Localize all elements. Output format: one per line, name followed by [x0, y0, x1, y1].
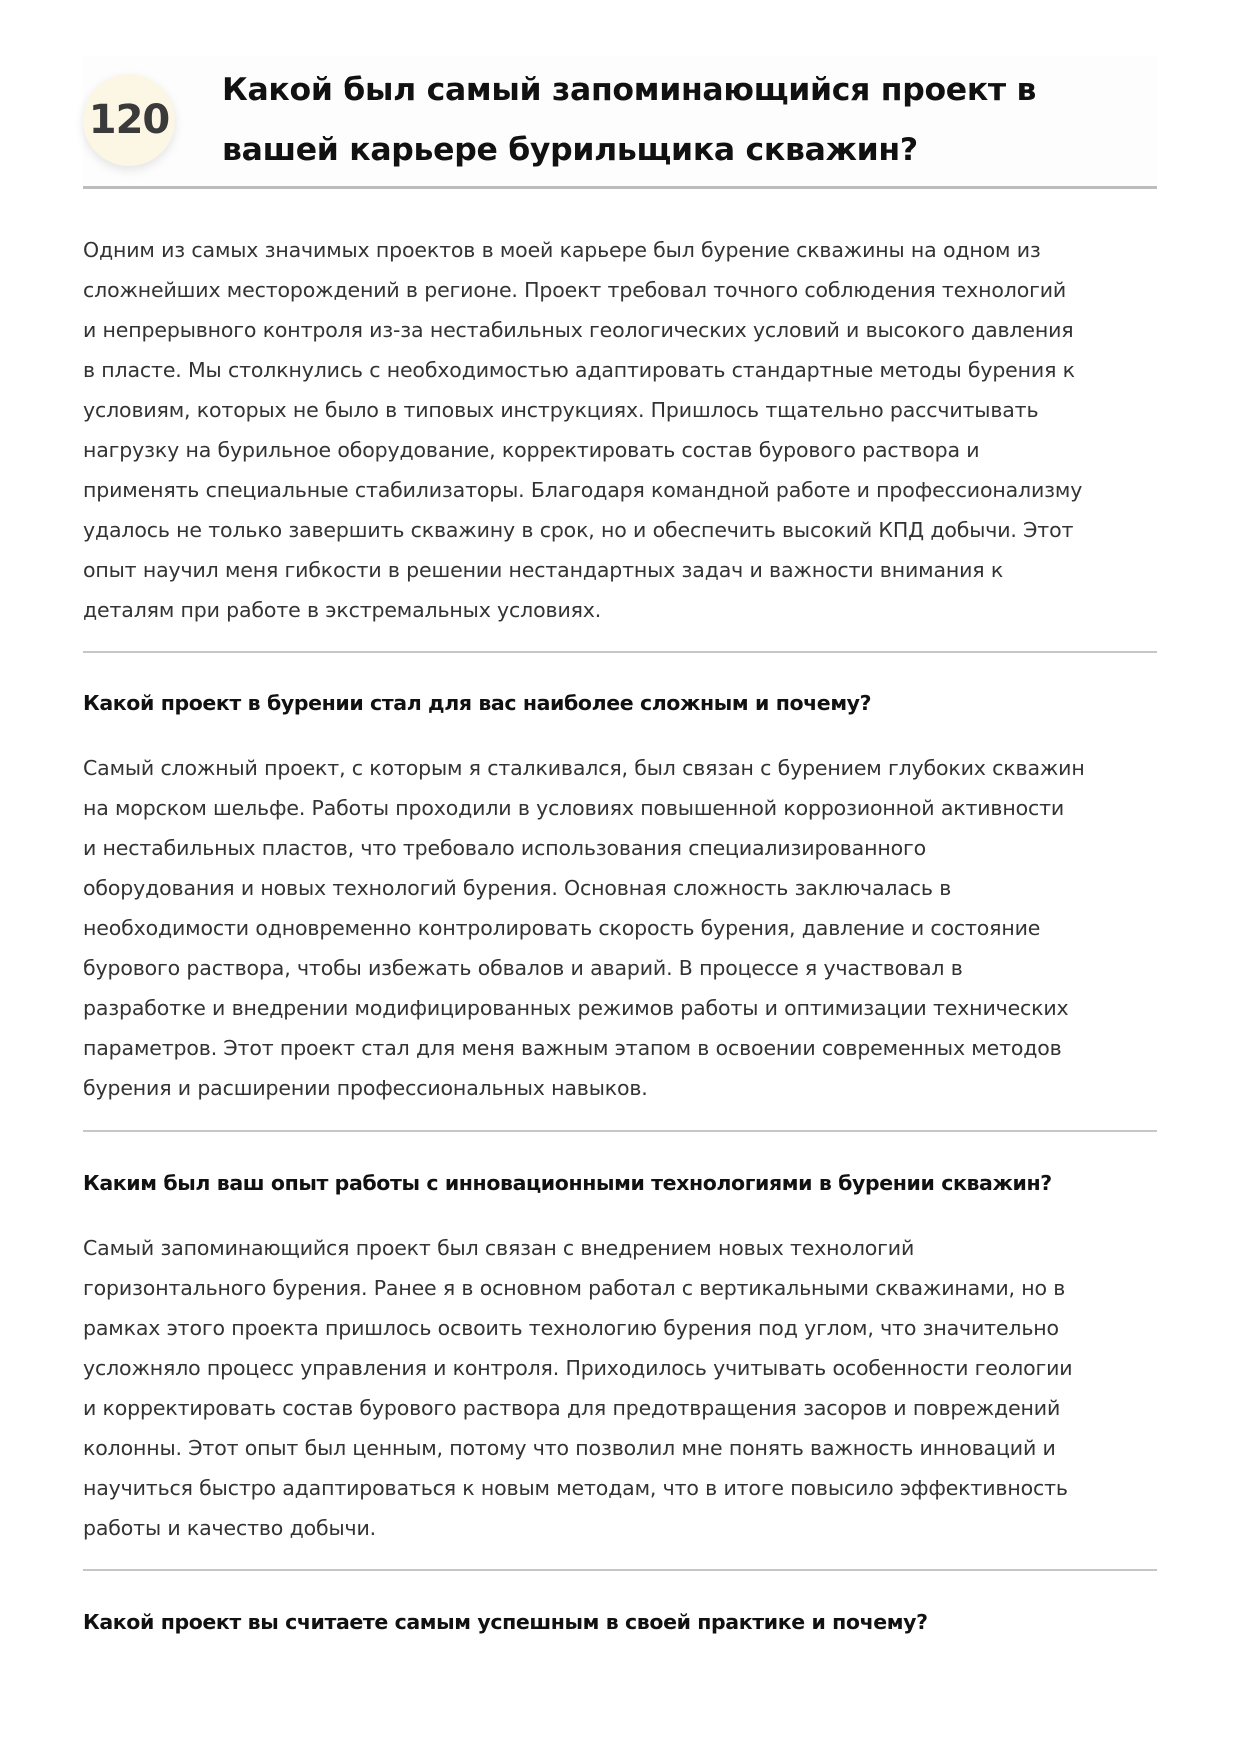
answer-line: научиться быстро адаптироваться к новым методам, что в итоге повысило эффективность: [83, 1476, 1068, 1500]
question-title: [222, 60, 1152, 180]
answer-line: и корректировать состав бурового раствора для предотвращения засоров и повреждений: [83, 1396, 1061, 1420]
answer-line: в пласте. Мы столкнулись с необходимостью адаптировать стандартные методы бурения к: [83, 358, 1075, 382]
answer-line: применять специальные стабилизаторы. Благодаря командной работе и профессионализму: [83, 478, 1083, 502]
section-heading: Какой проект вы считаете самым успешным в своей практике и почему?: [83, 1610, 928, 1634]
answer-line: Одним из самых значимых проектов в моей карьере был бурение скважины на одном из: [83, 238, 1041, 262]
answer-line: на морском шельфе. Работы проходили в условиях повышенной коррозионной активности: [83, 796, 1065, 820]
answer-line: деталям при работе в экстремальных условиях.: [83, 598, 602, 622]
question-number: 120: [88, 97, 170, 143]
answer-line: необходимости одновременно контролировать скорость бурения, давление и состояние: [83, 916, 1041, 940]
section-divider: [83, 1130, 1157, 1132]
section-divider: [83, 651, 1157, 653]
answer-paragraph: [83, 748, 1163, 1108]
answer-line: Самый запоминающийся проект был связан с внедрением новых технологий: [83, 1236, 915, 1260]
answer-line: опыт научил меня гибкости в решении нестандартных задач и важности внимания к: [83, 558, 1004, 582]
section-divider: [83, 1569, 1157, 1571]
section-heading: Какой проект в бурении стал для вас наиболее сложным и почему?: [83, 691, 872, 715]
answer-line: усложняло процесс управления и контроля. Приходилось учитывать особенности геологии: [83, 1356, 1073, 1380]
answer-line: рамках этого проекта пришлось освоить технологию бурения под углом, что значительно: [83, 1316, 1059, 1340]
answer-line: удалось не только завершить скважину в срок, но и обеспечить высокий КПД добычи. Этот: [83, 518, 1074, 542]
answer-line: бурения и расширении профессиональных навыков.: [83, 1076, 648, 1100]
question-title-line: вашей карьере бурильщика скважин?: [222, 132, 918, 168]
answer-line: разработке и внедрении модифицированных режимов работы и оптимизации технических: [83, 996, 1069, 1020]
section-heading: Каким был ваш опыт работы с инновационными технологиями в бурении скважин?: [83, 1171, 1052, 1195]
answer-line: горизонтального бурения. Ранее я в основном работал с вертикальными скважинами, но в: [83, 1276, 1066, 1300]
header-divider: [83, 186, 1157, 189]
answer-paragraph: [83, 230, 1163, 630]
answer-line: и непрерывного контроля из-за нестабильных геологических условий и высокого давления: [83, 318, 1074, 342]
question-title-line: Какой был самый запоминающийся проект в: [222, 72, 1037, 108]
question-number-badge: [83, 74, 175, 166]
answer-line: параметров. Этот проект стал для меня важным этапом в освоении современных методов: [83, 1036, 1062, 1060]
answer-line: колонны. Этот опыт был ценным, потому что позволил мне понять важность инноваций и: [83, 1436, 1056, 1460]
answer-paragraph: [83, 1228, 1163, 1548]
answer-line: условиям, которых не было в типовых инструкциях. Пришлось тщательно рассчитывать: [83, 398, 1039, 422]
answer-line: Самый сложный проект, с которым я сталкивался, был связан с бурением глубоких скважин: [83, 756, 1085, 780]
answer-line: бурового раствора, чтобы избежать обвалов и аварий. В процессе я участвовал в: [83, 956, 963, 980]
answer-line: и нестабильных пластов, что требовало использования специализированного: [83, 836, 926, 860]
answer-line: работы и качество добычи.: [83, 1516, 377, 1540]
answer-line: сложнейших месторождений в регионе. Проект требовал точного соблюдения технологий: [83, 278, 1067, 302]
answer-line: оборудования и новых технологий бурения. Основная сложность заключалась в: [83, 876, 952, 900]
answer-line: нагрузку на бурильное оборудование, корректировать состав бурового раствора и: [83, 438, 980, 462]
